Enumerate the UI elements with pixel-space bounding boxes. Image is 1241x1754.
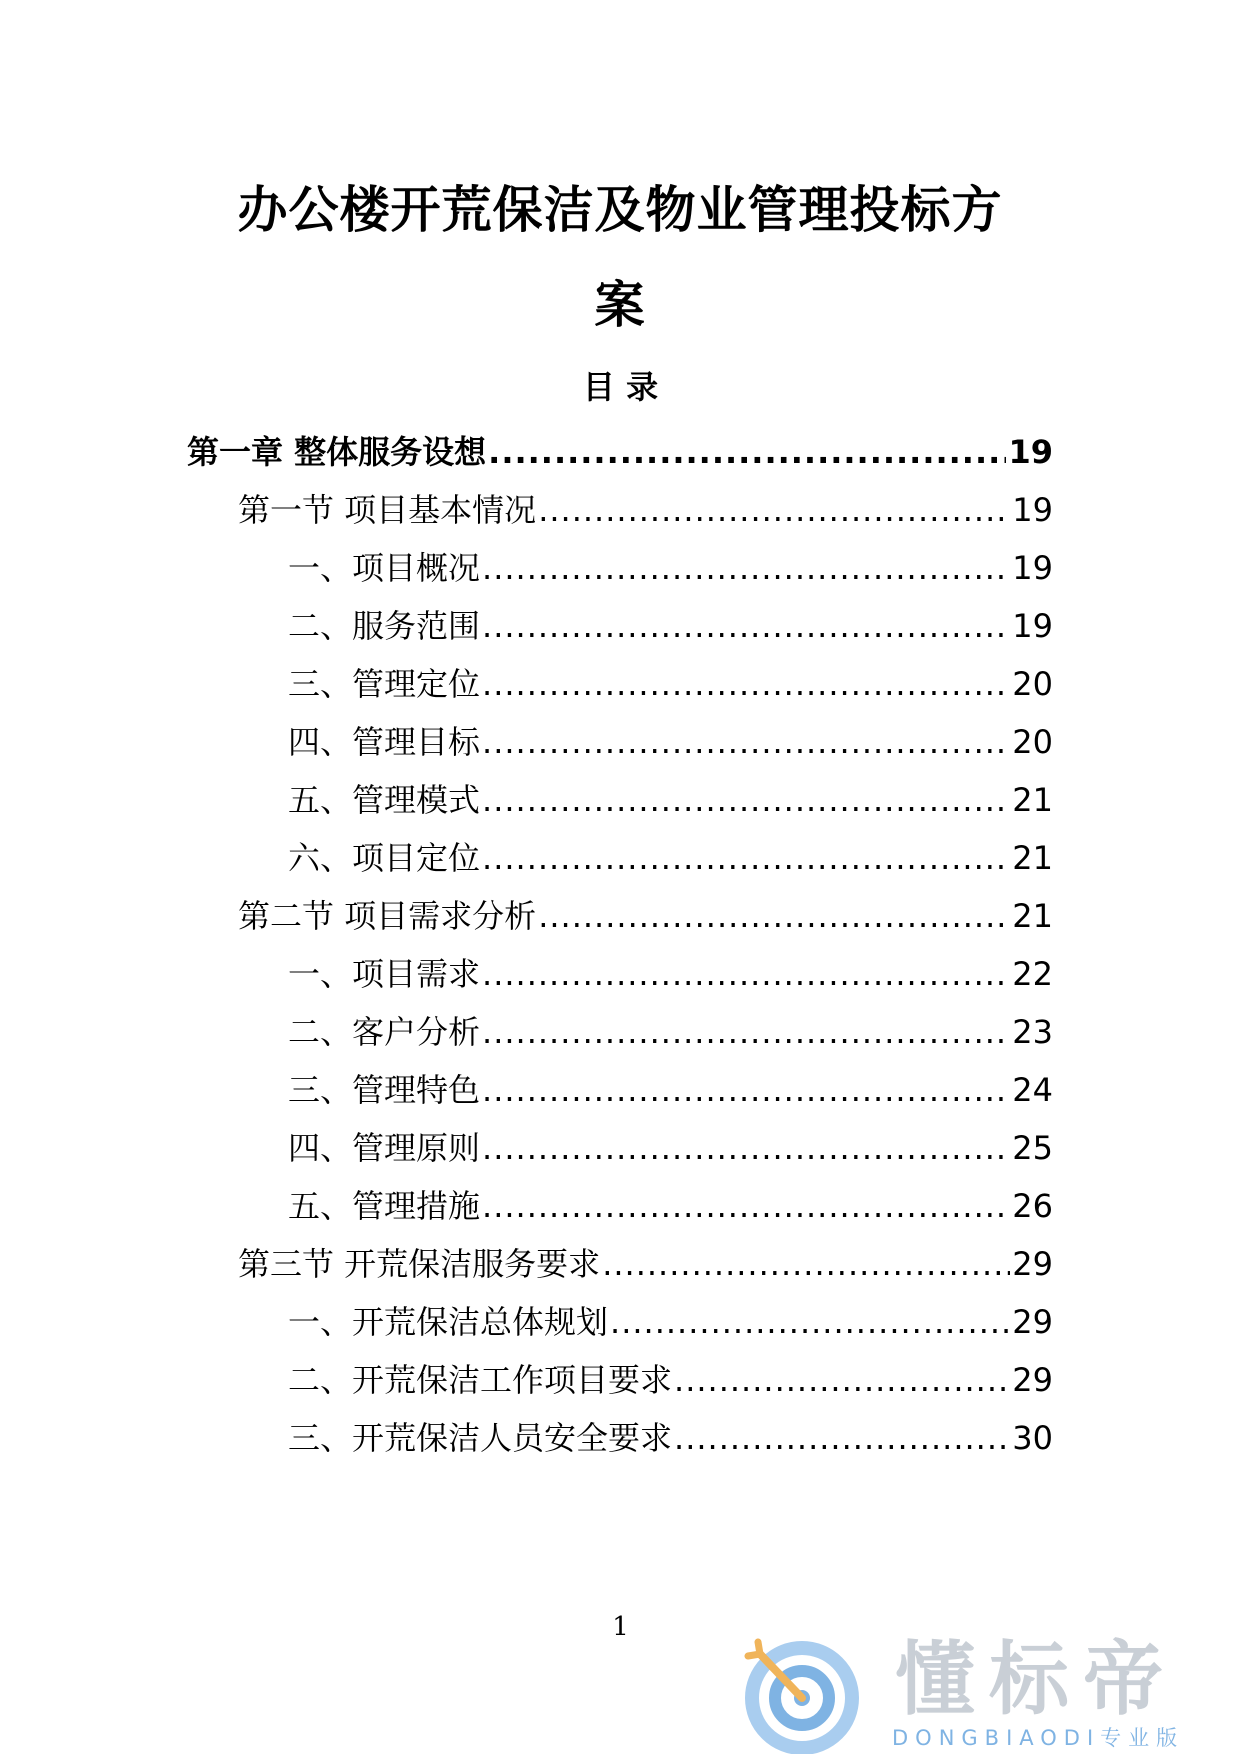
toc-entry-page: 19 xyxy=(1008,433,1053,471)
toc-entry-page: 21 xyxy=(1012,839,1053,877)
toc-dot-leader xyxy=(538,489,1010,531)
toc-entry-label: 五、管理模式 xyxy=(288,781,481,819)
document-title-line-1: 办公楼开荒保洁及物业管理投标方 xyxy=(237,181,1003,239)
toc-dot-leader xyxy=(482,1127,1010,1169)
toc-dot-leader xyxy=(538,895,1010,937)
toc-entry[interactable] xyxy=(288,1061,1053,1111)
toc-entry-page: 21 xyxy=(1012,781,1053,819)
toc-heading: 目 录 xyxy=(582,368,659,406)
toc-dot-leader xyxy=(482,953,1010,995)
toc-entry-page: 19 xyxy=(1012,607,1053,645)
toc-dot-leader xyxy=(610,1301,1010,1343)
toc-entry[interactable] xyxy=(288,829,1053,879)
toc-entry-label: 四、管理目标 xyxy=(288,723,481,761)
toc-entry-label: 四、管理原则 xyxy=(288,1129,481,1167)
toc-entry-page: 21 xyxy=(1012,897,1053,935)
toc-entry-page: 29 xyxy=(1012,1303,1053,1341)
toc-entry-label: 第二节 项目需求分析 xyxy=(238,897,537,935)
toc-entry-page: 29 xyxy=(1012,1245,1053,1283)
toc-entry-label: 五、管理措施 xyxy=(288,1187,481,1225)
toc-dot-leader xyxy=(482,779,1010,821)
toc-entry-label: 第三节 开荒保洁服务要求 xyxy=(238,1245,601,1283)
toc-entry-label: 六、项目定位 xyxy=(288,839,481,877)
toc-entry[interactable] xyxy=(288,1177,1053,1227)
toc-entry[interactable] xyxy=(288,1351,1053,1401)
toc-entry[interactable] xyxy=(238,887,1053,937)
toc-entry-label: 二、服务范围 xyxy=(288,607,481,645)
toc-entry-page: 20 xyxy=(1012,665,1053,703)
watermark xyxy=(740,1630,1210,1750)
toc-entry-label: 三、管理特色 xyxy=(288,1071,481,1109)
toc-dot-leader xyxy=(488,431,1006,473)
toc-dot-leader xyxy=(674,1417,1010,1459)
toc-entry-label: 第一章 整体服务设想 xyxy=(187,433,487,471)
toc-entry-label: 第一节 项目基本情况 xyxy=(238,491,537,529)
page-number: 1 xyxy=(612,1612,629,1642)
toc-entry-page: 20 xyxy=(1012,723,1053,761)
toc-entry-page: 19 xyxy=(1012,491,1053,529)
toc-entry-label: 一、项目需求 xyxy=(288,955,481,993)
toc-entry-label: 一、项目概况 xyxy=(288,549,481,587)
toc-entry-page: 26 xyxy=(1012,1187,1053,1225)
toc-entry-page: 19 xyxy=(1012,549,1053,587)
toc-entry-label: 三、管理定位 xyxy=(288,665,481,703)
toc-dot-leader xyxy=(482,837,1010,879)
toc-entry-page: 23 xyxy=(1012,1013,1053,1051)
toc-entry-label: 一、开荒保洁总体规划 xyxy=(288,1303,609,1341)
watermark-brand: 懂标帝 xyxy=(895,1633,1177,1726)
document-title-line-2: 案 xyxy=(594,276,646,334)
toc-dot-leader xyxy=(482,663,1010,705)
toc-dot-leader xyxy=(482,1185,1010,1227)
toc-entry[interactable] xyxy=(288,1293,1053,1343)
toc-dot-leader xyxy=(602,1243,1010,1285)
toc-entry[interactable] xyxy=(288,1119,1053,1169)
toc-entry[interactable] xyxy=(187,423,1053,473)
toc-dot-leader xyxy=(674,1359,1010,1401)
toc-entry-label: 二、开荒保洁工作项目要求 xyxy=(288,1361,673,1399)
target-arrow-icon xyxy=(740,1630,870,1754)
toc-entry[interactable] xyxy=(288,597,1053,647)
toc-dot-leader xyxy=(482,547,1010,589)
toc-entry-page: 24 xyxy=(1012,1071,1053,1109)
toc-dot-leader xyxy=(482,1069,1010,1111)
toc-entry[interactable] xyxy=(288,1003,1053,1053)
toc-entry[interactable] xyxy=(238,1235,1053,1285)
toc-dot-leader xyxy=(482,721,1010,763)
toc-dot-leader xyxy=(482,605,1010,647)
toc-entry[interactable] xyxy=(238,481,1053,531)
toc-entry[interactable] xyxy=(288,539,1053,589)
toc-entry-page: 29 xyxy=(1012,1361,1053,1399)
toc-entry-page: 22 xyxy=(1012,955,1053,993)
toc-entry-label: 二、客户分析 xyxy=(288,1013,481,1051)
toc-entry[interactable] xyxy=(288,771,1053,821)
toc-entry[interactable] xyxy=(288,1409,1053,1459)
toc-entry-page: 25 xyxy=(1012,1129,1053,1167)
toc-entry-label: 三、开荒保洁人员安全要求 xyxy=(288,1419,673,1457)
toc-dot-leader xyxy=(482,1011,1010,1053)
toc-entry[interactable] xyxy=(288,945,1053,995)
toc-entry-page: 30 xyxy=(1012,1419,1053,1457)
toc-entry[interactable] xyxy=(288,713,1053,763)
watermark-subtitle: DONGBIAODI专业版 xyxy=(892,1726,1185,1750)
toc-entry[interactable] xyxy=(288,655,1053,705)
